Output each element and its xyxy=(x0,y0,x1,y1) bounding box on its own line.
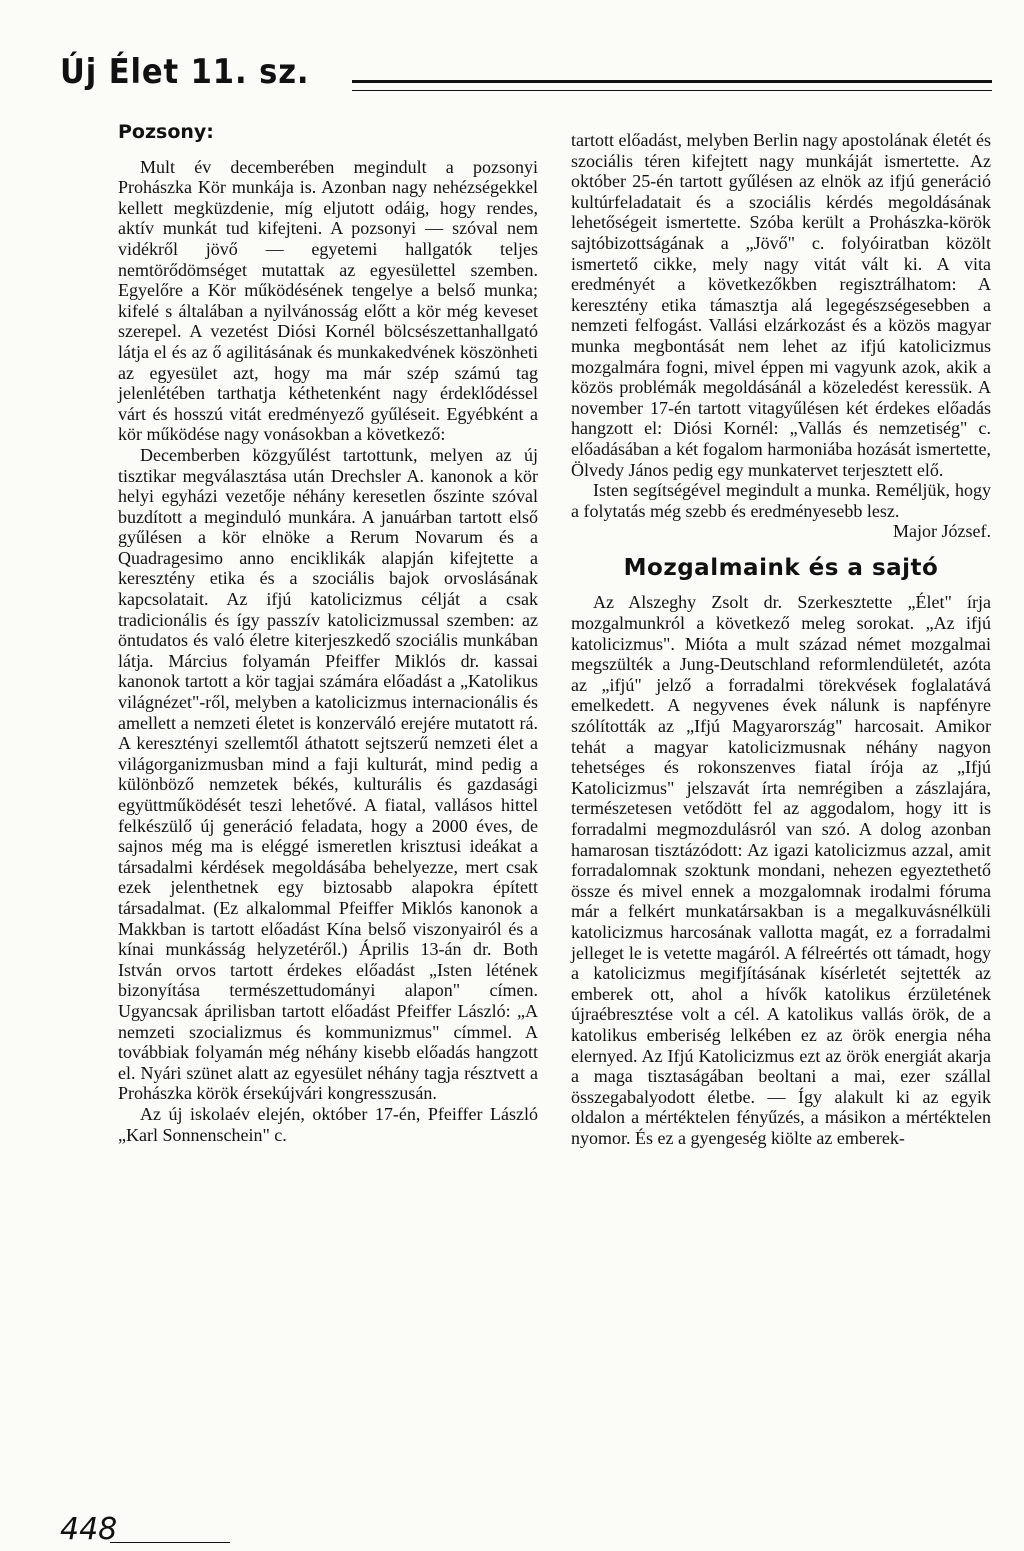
article-paragraph: Az új iskolaév elején, október 17-én, Pfeiffer László „Karl Sonnenschein" c. xyxy=(118,1103,538,1145)
section-heading-pozsony: Pozsony: xyxy=(118,121,214,143)
masthead-rule-thin xyxy=(352,90,992,91)
page-number-rule xyxy=(110,1542,230,1543)
article-paragraph: Isten segítségével megindult a munka. Reméljük, hogy a folytatás még szebb és eredményesebb lesz. xyxy=(571,480,991,521)
article-paragraph: Mult év decemberében megindult a pozsonyi Prohászka Kör munkája is. Azonban nagy nehézségekkel kellett megküzdenie, míg eljutott odáig, hogy rendes, aktív munkát tud kifejteni. A pozsonyi — szóval nem vidékről jövő — egyetemi hallgatók teljes nemtörődömséget mutattak az egyesülettel szemben. Egyelőre a Kör működésének tengelye a belső munka; kifelé s általában a nyilvánosság előtt a kör még keveset szerepel. A vezetést Diósi Kornél bölcsészettanhallgató látja el és az ő agilitásának és munkakedvének köszönheti az egyesület azt, hogy ma már szép számú tag jelenlétében tarthatja kéthetenként nagy érdeklődéssel várt és hosszú vitát eredményező gyűléseit. Egyébként a kör működése nagy vonásokban a következő: xyxy=(118,156,538,445)
right-column xyxy=(571,130,991,1149)
article-paragraph: tartott előadást, melyben Berlin nagy apostolának életét és szociális téren kifejtett nagy munkáját ismertette. Az október 25-én tartott gyűlésen az elnök az ifjú generáció kultúrfeladatait és a szociális kérdés megoldásának lehetőségeit ismertette. Szóba került a Prohászka-körök sajtóbizottságának a „Jövő" c. folyóiratban közölt ismertető cikke, mely nagy vitát vált ki. A vita eredményét a következőkben regisztrálhatom: A keresztény etika támasztja alá legegészségesebben a nemzeti felfogást. Vallási elzárkozást és a közös magyar munka megbontását nem lehet az ifjú katolicizmus mozgalmára fogni, mivel éppen mi vagyunk azok, akik a közös problémák megoldásánál a közeledést keressük. A november 17-én tartott vitagyűlésen két érdekes előadás hangzott el: Diósi Kornél: „Vallás és nemzetiség" c. előadásában a két fogalom harmoniába hozását ismertette, Ölvedy János pedig egy munkatervet terjesztett elő. xyxy=(571,130,991,480)
section-title-mozgalmaink: Mozgalmaink és a sajtó xyxy=(623,554,939,581)
article-paragraph: Decemberben közgyűlést tartottunk, melyen az új tisztikar megválasztása után Drechsler A. kanonok a kör helyi egyházi vezetője néhány keresetlen őszinte szóval buzdított a meginduló munkára. A januárban tartott első gyűlésen a kör elnöke a Rerum Novarum és a Quadragesimo anno enciklikák alapján kifejtette a keresztény etika és a szociális bajok orvoslásának kapcsolatait. Az ifjú katolicizmus célját a csak tradicionális és így passzív katolicizmussal szemben: az öntudatos és való életre kiterjeszkedő szociális munkában látja. Március folyamán Pfeiffer Miklós dr. kassai kanonok tartott a kör tagjai számára előadást a „Katolikus világnézet"-ről, melyben a katolicizmus internacionális és amellett a nemzeti életet is konzerváló erejére mutatott rá. A keresztényi szellemtől áthatott sejtszerű nemzeti élet a világorganizmusban mind a faji kulturát, mind pedig a különböző nemzetek békés, kulturális és gazdasági együttműködését teszi lehetővé. A fiatal, vallásos hittel felkészülő új generáció feladata, hogy a 2000 éves, de sajnos még ma is eléggé ismeretlen krisztusi ideákat a társadalmi kérdések megoldásába behelyezze, mert csak ezek jelenthetnek egy biztosabb alapokra épített társadalmat. (Ez alkalommal Pfeiffer Miklós kanonok a Makkban is tartott előadást Kína belső viszonyairól és a kínai munkásság helyzetéről.) Április 13-án dr. Both István orvos tartott érdekes előadást „Isten létének bizonyítása természettudományi alapon" címen. Ugyancsak áprilisban tartott előadást Pfeiffer László: „A nemzeti szocializmus és kommunizmus" címmel. A továbbiak folyamán még néhány kisebb előadás hangzott el. Nyári szünet alatt az egyesület néhány tagja résztvett a Prohászka körök érsekújvári kongresszusán. xyxy=(118,444,538,1104)
masthead-title: Új Élet 11. sz. xyxy=(60,52,310,92)
author-signature: Major József. xyxy=(893,521,991,542)
masthead-rule xyxy=(352,80,992,83)
page-number: 448 xyxy=(60,1512,118,1547)
article-paragraph: Az Alszeghy Zsolt dr. Szerkesztette „Élet" írja mozgalmunkról a következő meleg sorokat. „Az ifjú katolicizmus". Mióta a mult század német mozgalmai megszülték a Jung-Deutschland reformlendületét, azóta az „ifjú" jelző a forradalmi törekvések foglalatává emelkedett. A negyvenes évek nálunk is napfényre szólították az „Ifjú Magyarország" harcosait. Amikor tehát a magyar katolicizmusnak néhány nagyon tehetséges és rokonszenves fiatal írója az „Ifjú Katolicizmus" jelszavát írta nemrégiben a zászlajára, természetesen vetődött fel az aggodalom, hogy itt is forradalmi megmozdulásról van szó. A dolog azonban hamarosan tisztázódott: Az igazi katolicizmus azzal, amit forradalomnak szoktunk mondani, nehezen egyeztethető össze és mivel ennek a mozgalomnak irodalmi fóruma már a felkért munkatársakban is a megalkuvásnélküli katolicizmus harcosának vallotta magát, ez a forradalmi jelleget le is vetette magáról. A félreértés ott támadt, hogy a katolicizmus megifjításának kísérletét sejtették az emberek ott, ahol a hívők katolikus érzületének újraébresztése volt a cél. A katolikus vallás örök, de a katolikus emberiség lelkében ez az örök energia néha elernyed. Az Ifjú Katolicizmus ezt az örök energiát akarja a maga tisztaságában beoltani a mai, ezer szállal összegabalyodott életbe. — Így alakult ki az egyik oldalon a mértéktelen fényűzés, a másikon a mértéktelen nyomor. És ez a gyengeség kiölte az emberek- xyxy=(571,592,991,1148)
left-column xyxy=(118,122,538,1145)
